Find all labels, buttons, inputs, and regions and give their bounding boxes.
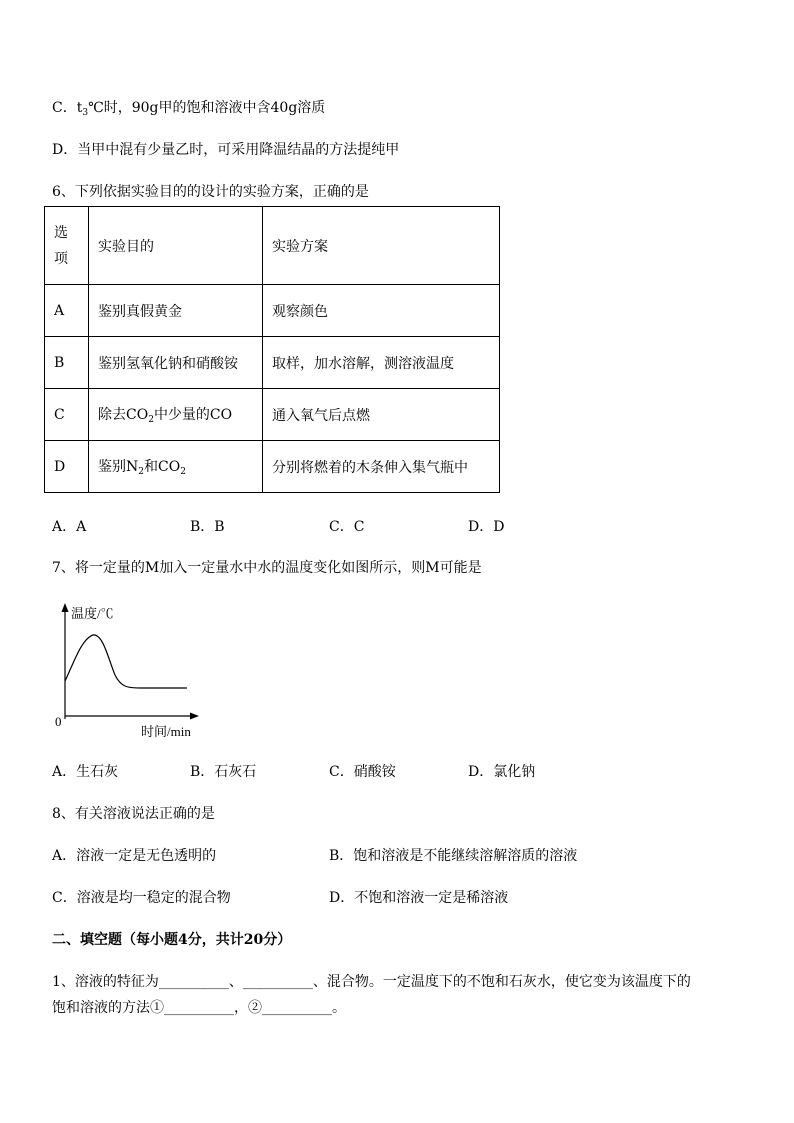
table-row bbox=[45, 337, 500, 389]
q8-answer-b: B．饱和溶液是不能继续溶解溶质的溶液 bbox=[329, 848, 578, 864]
row-option: A bbox=[45, 285, 89, 337]
q8-stem: 8、有关溶液说法正确的是 bbox=[52, 806, 215, 822]
row-purpose: 鉴别氢氧化钠和硝酸铵 bbox=[89, 337, 263, 389]
row-plan: 通入氧气后点燃 bbox=[263, 389, 500, 441]
row-purpose: 除去$CO_2$中少量的CO bbox=[89, 389, 263, 441]
table-header-row bbox=[45, 207, 500, 285]
header-purpose: 实验目的 bbox=[89, 207, 263, 285]
q7-answer-d: D．氯化钠 bbox=[468, 764, 536, 780]
q6-answer-c: C．C bbox=[329, 519, 365, 535]
q7-stem: 7、将一定量的M加入一定量水中水的温度变化如图所示，则M可能是 bbox=[52, 560, 482, 576]
row-plan: 观察颜色 bbox=[263, 285, 500, 337]
section-heading: 二、填空题（每小题4分，共计20分） bbox=[52, 932, 292, 948]
temperature-curve bbox=[65, 635, 187, 688]
temperature-graph-svg bbox=[55, 603, 205, 741]
row-purpose: 鉴别$N_2$和$CO_2$ bbox=[89, 441, 263, 493]
x-axis-arrow-icon bbox=[190, 713, 199, 720]
row-plan: 取样，加水溶解，测溶液温度 bbox=[263, 337, 500, 389]
table-row bbox=[45, 285, 500, 337]
q8-answer-d: D．不饱和溶液一定是稀溶液 bbox=[329, 890, 509, 906]
y-axis-label: 温度/℃ bbox=[71, 606, 114, 621]
q7-answer-b: B．石灰石 bbox=[190, 764, 257, 780]
temperature-graph bbox=[55, 603, 205, 741]
row-purpose: 鉴别真假黄金 bbox=[89, 285, 263, 337]
fill-q1-line2: 饱和溶液的方法①__________，②__________。 bbox=[52, 1000, 346, 1016]
table-row bbox=[45, 441, 500, 493]
q8-answer-a: A．溶液一定是无色透明的 bbox=[52, 848, 217, 864]
q7-answer-a: A．生石灰 bbox=[52, 764, 119, 780]
table-row bbox=[45, 389, 500, 441]
row-option: C bbox=[45, 389, 89, 441]
origin-label: 0 bbox=[55, 714, 62, 729]
experiment-table bbox=[44, 206, 500, 493]
row-option: B bbox=[45, 337, 89, 389]
q5-option-c: C．$t_3℃$时，90g甲的饱和溶液中含40g溶质 bbox=[52, 100, 326, 118]
row-plan: 分别将燃着的木条伸入集气瓶中 bbox=[263, 441, 500, 493]
q6-stem: 6、下列依据实验目的的设计的实验方案，正确的是 bbox=[52, 184, 369, 200]
header-plan: 实验方案 bbox=[263, 207, 500, 285]
row-option: D bbox=[45, 441, 89, 493]
q6-answer-d: D．D bbox=[468, 519, 505, 535]
q7-answer-c: C．硝酸铵 bbox=[329, 764, 396, 780]
fill-q1-line1: 1、溶液的特征为__________、__________、混合物。一定温度下的不饱和石灰水，使它变为该温度下的 bbox=[52, 974, 691, 990]
q6-answer-a: A．A bbox=[52, 519, 87, 535]
x-axis-label: 时间/min bbox=[141, 724, 191, 739]
q6-answer-b: B．B bbox=[190, 519, 225, 535]
header-option: 选 项 bbox=[45, 207, 89, 285]
y-axis-arrow-icon bbox=[62, 603, 69, 612]
q8-answer-c: C．溶液是均一稳定的混合物 bbox=[52, 890, 231, 906]
q5-option-d: D．当甲中混有少量乙时，可采用降温结晶的方法提纯甲 bbox=[52, 142, 400, 158]
